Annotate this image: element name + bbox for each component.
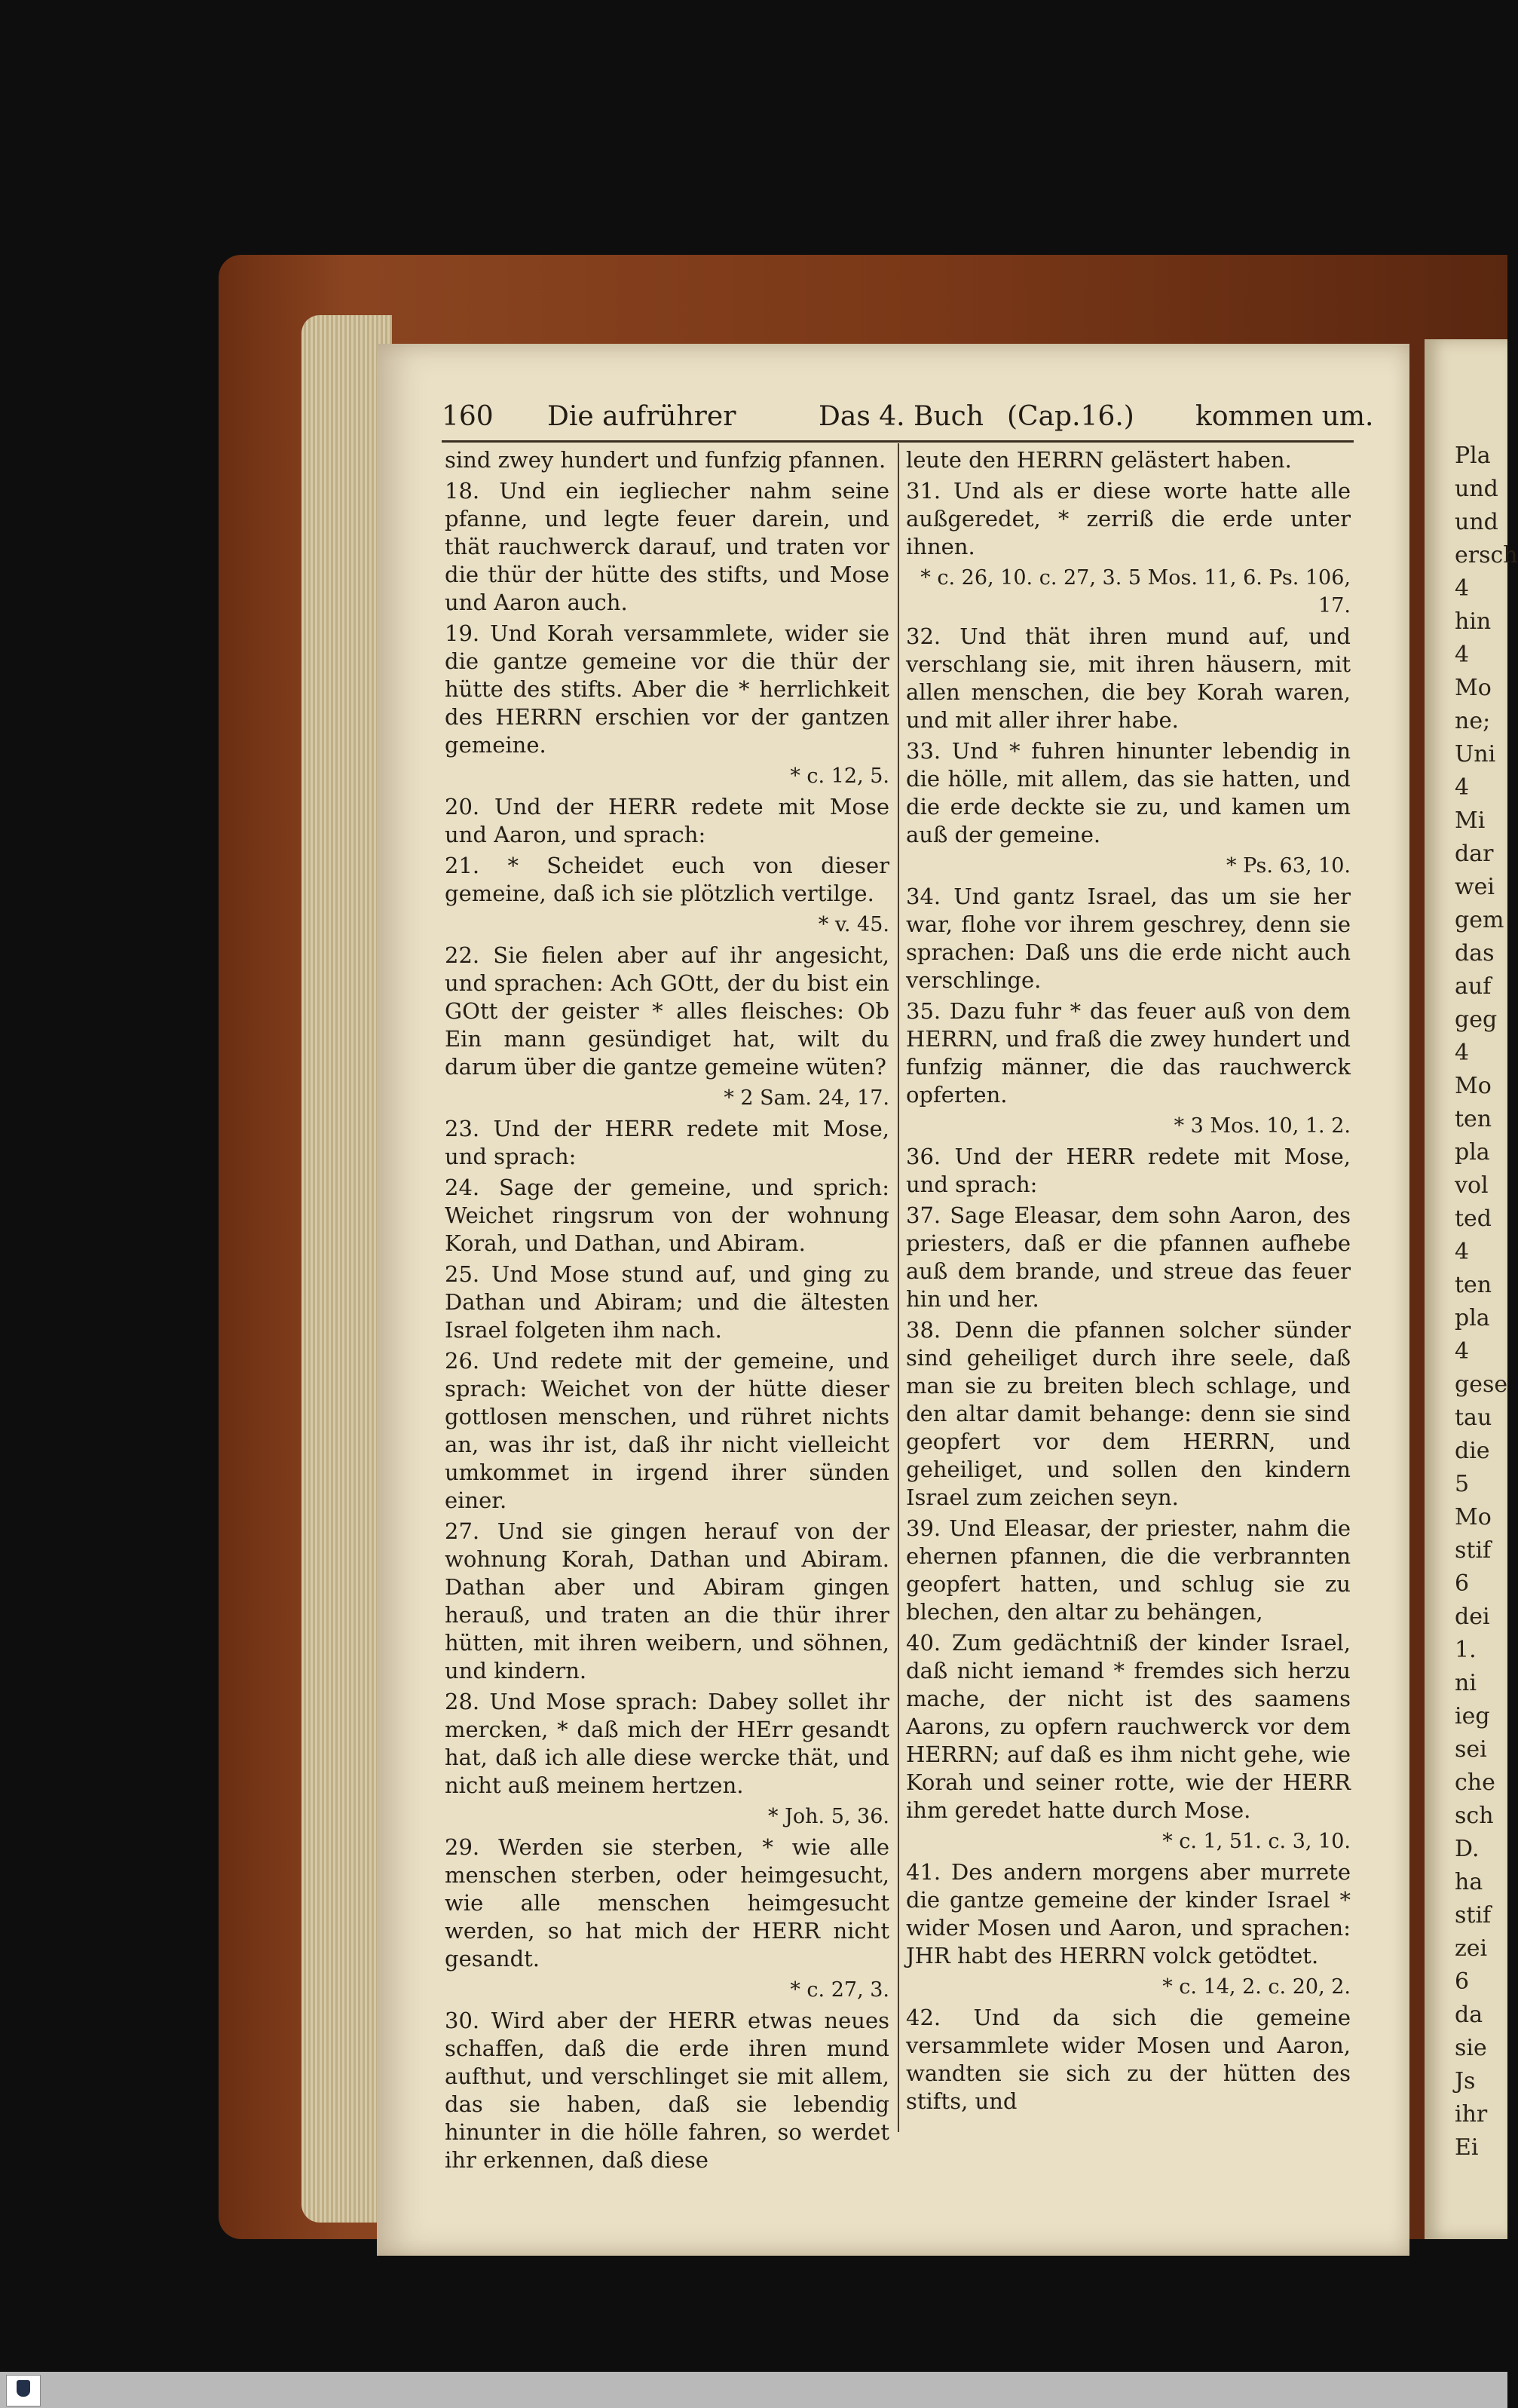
- facing-page-text: 5: [1455, 1471, 1470, 1497]
- facing-page-text: ten: [1455, 1106, 1492, 1132]
- verse-paragraph: 19. Und Korah versammlete, wider sie die gantze gemeine vor die thür der hütte des stifts. Aber die * herrlichkeit des HERRN erschien vor der gantzen gemeine.: [445, 620, 889, 758]
- facing-page-text: 4: [1455, 1239, 1470, 1265]
- facing-page-text: das: [1455, 940, 1495, 967]
- page-number: 160: [442, 401, 494, 432]
- cross-reference: * Joh. 5, 36.: [768, 1805, 889, 1828]
- verse-paragraph: 38. Denn die pfannen solcher sünder sind geheiliget durch ihre seele, daß man sie zu breiten blech schlage, und den altar damit behange: denn sie sind geopfert vor dem HERRN, und geheiliget, und sollen den kindern Israel zum zeichen seyn.: [906, 1317, 1351, 1510]
- facing-page-text: Js: [1455, 2068, 1476, 2094]
- verse-paragraph: 39. Und Eleasar, der priester, nahm die ehernen pfannen, die die verbrannten geopfert hatten, und schlug sie zu blechen, den altar zu behängen,: [906, 1515, 1351, 1625]
- verse-paragraph: 26. Und redete mit der gemeine, und sprach: Weichet von der hütte dieser gottlosen menschen, und rühret nichts an, was ihr ist, daß ihr nicht vielleicht umkommet in irgend ihrer sünden einer.: [445, 1348, 889, 1513]
- scan-footer-band: [0, 2372, 1507, 2408]
- running-title-left: Die aufrührer: [547, 401, 736, 432]
- facing-page-text: gese: [1455, 1371, 1508, 1398]
- facing-page-text: die: [1455, 1438, 1490, 1464]
- verse-paragraph: 22. Sie fielen aber auf ihr angesicht, und sprachen: Ach GOtt, der du bist ein GOtt der geister * alles fleisches: Ob Ein mann gesündiget hat, wilt du darum über die gantze gemeine wüten?: [445, 942, 889, 1080]
- facing-page-text: sie: [1455, 2035, 1487, 2061]
- cross-reference: * c. 27, 3.: [790, 1978, 889, 2002]
- facing-page-text: geg: [1455, 1006, 1498, 1033]
- running-title-right: kommen um.: [1195, 401, 1374, 432]
- cross-reference: * v. 45.: [818, 913, 889, 936]
- facing-page-text: ersch: [1455, 542, 1518, 568]
- facing-page-text: ha: [1455, 1869, 1483, 1895]
- facing-page-text: ni: [1455, 1670, 1477, 1696]
- facing-page-text: pla: [1455, 1305, 1490, 1331]
- verse-paragraph: 42. Und da sich die gemeine versammlete wider Mosen und Aaron, wandten sie sich zu der hütten des stifts, und: [906, 2005, 1351, 2114]
- library-stamp: [6, 2375, 41, 2406]
- verse-paragraph: 40. Zum gedächtniß der kinder Israel, daß nicht iemand * fremdes sich herzu mache, der nicht ist des saamens Aarons, zu opfern rauchwerck vor dem HERRN; auf daß es ihm nicht gehe, wie Korah und seiner rotte, wie der HERR ihm geredet hatte durch Mose.: [906, 1630, 1351, 1823]
- cross-reference: * c. 14, 2. c. 20, 2.: [1162, 1975, 1351, 1999]
- facing-page-text: 4: [1455, 1338, 1470, 1365]
- facing-page-text: 6: [1455, 1570, 1470, 1597]
- facing-page-text: ne;: [1455, 708, 1491, 734]
- cross-reference: * c. 26, 10. c. 27, 3. 5 Mos. 11, 6. Ps. 106, 17.: [920, 566, 1351, 617]
- facing-page-text: Mo: [1455, 1073, 1492, 1099]
- left-text-column: [445, 446, 889, 2173]
- running-header: [442, 401, 1374, 440]
- facing-page-fragment: [1425, 339, 1518, 2239]
- facing-page-text: hin: [1455, 608, 1492, 635]
- facing-page-text: che: [1455, 1769, 1495, 1796]
- facing-page-text: stif: [1455, 1537, 1492, 1564]
- facing-page-text: da: [1455, 2002, 1483, 2028]
- facing-page-text: pla: [1455, 1139, 1490, 1166]
- column-rule: [898, 443, 899, 2132]
- facing-page-text: zei: [1455, 1935, 1488, 1962]
- facing-page-text: tau: [1455, 1405, 1492, 1431]
- book-title: Das 4. Buch: [819, 401, 984, 432]
- verse-paragraph: 18. Und ein iegliecher nahm seine pfanne, und legte feuer darein, und thät rauchwerck darauf, und traten vor die thür der hütte des stifts, und Mose und Aaron auch.: [445, 478, 889, 615]
- facing-page-text: 4: [1455, 642, 1470, 668]
- verse-paragraph: 21. * Scheidet euch von dieser gemeine, daß ich sie plötzlich vertilge.: [445, 853, 889, 906]
- facing-page-text: 4: [1455, 774, 1470, 801]
- verse-paragraph: 31. Und als er diese worte hatte alle außgeredet, * zerriß die erde unter ihnen.: [906, 478, 1351, 559]
- facing-page-text: Mo: [1455, 1504, 1492, 1530]
- verse-paragraph: 20. Und der HERR redete mit Mose und Aaron, und sprach:: [445, 794, 889, 847]
- facing-page-text: stif: [1455, 1902, 1492, 1929]
- verse-paragraph: 25. Und Mose stund auf, und ging zu Dathan und Abiram; und die ältesten Israel folgeten ihm nach.: [445, 1261, 889, 1343]
- verse-paragraph: 37. Sage Eleasar, dem sohn Aaron, des priesters, daß er die pfannen aufhebe auß dem brande, und streue das feuer hin und her.: [906, 1202, 1351, 1312]
- cross-reference: * 3 Mos. 10, 1. 2.: [1174, 1114, 1351, 1138]
- verse-paragraph: 27. Und sie gingen herauf von der wohnung Korah, Dathan und Abiram. Dathan aber und Abiram gingen herauß, und traten an die thür ihrer hütten, mit ihren weibern, und söhnen, und kindern.: [445, 1518, 889, 1683]
- facing-page-text: vol: [1455, 1172, 1489, 1199]
- facing-page-text: wei: [1455, 874, 1495, 900]
- facing-page-text: Ei: [1455, 2134, 1479, 2161]
- cross-reference: * 2 Sam. 24, 17.: [724, 1086, 889, 1110]
- verse-paragraph: 29. Werden sie sterben, * wie alle menschen sterben, oder heimgesucht, wie alle menschen heimgesucht werden, so hat mich der HERR nicht gesandt.: [445, 1834, 889, 1971]
- verse-paragraph: leute den HERRN gelästert haben.: [906, 447, 1292, 473]
- verse-paragraph: sind zwey hundert und funfzig pfannen.: [445, 447, 886, 473]
- verse-paragraph: 35. Dazu fuhr * das feuer auß von dem HERRN, und fraß die zwey hundert und funfzig männer, die das rauchwerck opferten.: [906, 998, 1351, 1107]
- facing-page-text: D.: [1455, 1836, 1480, 1862]
- verse-paragraph: 36. Und der HERR redete mit Mose, und sprach:: [906, 1144, 1351, 1197]
- facing-page-text: auf: [1455, 973, 1492, 1000]
- verse-paragraph: 33. Und * fuhren hinunter lebendig in die hölle, mit allem, das sie hatten, und die erde deckte sie zu, und kamen um auß der gemeine.: [906, 738, 1351, 847]
- facing-page-text: dar: [1455, 841, 1494, 867]
- cross-reference: * c. 12, 5.: [790, 764, 889, 788]
- chapter-label: (Cap.16.): [1007, 401, 1134, 432]
- facing-page-text: und: [1455, 509, 1498, 535]
- facing-page-text: ten: [1455, 1272, 1492, 1298]
- facing-page-text: Mi: [1455, 807, 1486, 834]
- verse-paragraph: 41. Des andern morgens aber murrete die gantze gemeine der kinder Israel * wider Mosen und Aaron, und sprachen: JHR habt des HERRN volck getödtet.: [906, 1859, 1351, 1968]
- facing-page-text: ted: [1455, 1206, 1492, 1232]
- facing-page-text: Mo: [1455, 675, 1492, 701]
- facing-page-text: ieg: [1455, 1703, 1490, 1729]
- header-rule: [442, 440, 1354, 443]
- verse-paragraph: 24. Sage der gemeine, und sprich: Weichet ringsrum von der wohnung Korah, und Dathan, und Abiram.: [445, 1175, 889, 1256]
- facing-page-text: Uni: [1455, 741, 1496, 767]
- verse-paragraph: 28. Und Mose sprach: Dabey sollet ihr mercken, * daß mich der HErr gesandt hat, daß ich alle diese wercke thät, und nicht auß meinem hertzen.: [445, 1689, 889, 1798]
- cross-reference: * c. 1, 51. c. 3, 10.: [1162, 1830, 1351, 1853]
- facing-page-text: ihr: [1455, 2101, 1488, 2128]
- facing-page-text: und: [1455, 476, 1498, 502]
- verse-paragraph: 30. Wird aber der HERR etwas neues schaffen, daß die erde ihren mund aufthut, und verschlinget sie mit allem, das sie haben, daß sie lebendig hinunter in die hölle fahren, so werdet ihr erkennen, daß diese: [445, 2008, 889, 2173]
- library-logo-icon: [17, 2380, 30, 2397]
- facing-page-text: dei: [1455, 1604, 1490, 1630]
- verse-paragraph: 23. Und der HERR redete mit Mose, und sprach:: [445, 1116, 889, 1169]
- right-text-column: [906, 446, 1351, 2150]
- facing-page-text: sch: [1455, 1803, 1494, 1829]
- facing-page-text: gem: [1455, 907, 1504, 933]
- verse-paragraph: 32. Und thät ihren mund auf, und verschlang sie, mit ihren häusern, mit allen menschen, die bey Korah waren, und mit aller ihrer habe.: [906, 623, 1351, 733]
- cross-reference: * Ps. 63, 10.: [1226, 854, 1351, 878]
- facing-page-text: Pla: [1455, 443, 1491, 469]
- facing-page-text: 4: [1455, 575, 1470, 602]
- facing-page-text: 1.: [1455, 1637, 1477, 1663]
- verse-paragraph: 34. Und gantz Israel, das um sie her war, flohe vor ihrem geschrey, denn sie sprachen: Daß uns die erde nicht auch verschlinge.: [906, 884, 1351, 993]
- facing-page-text: 4: [1455, 1040, 1470, 1066]
- facing-page-text: 6: [1455, 1968, 1470, 1995]
- facing-page-text: sei: [1455, 1736, 1487, 1763]
